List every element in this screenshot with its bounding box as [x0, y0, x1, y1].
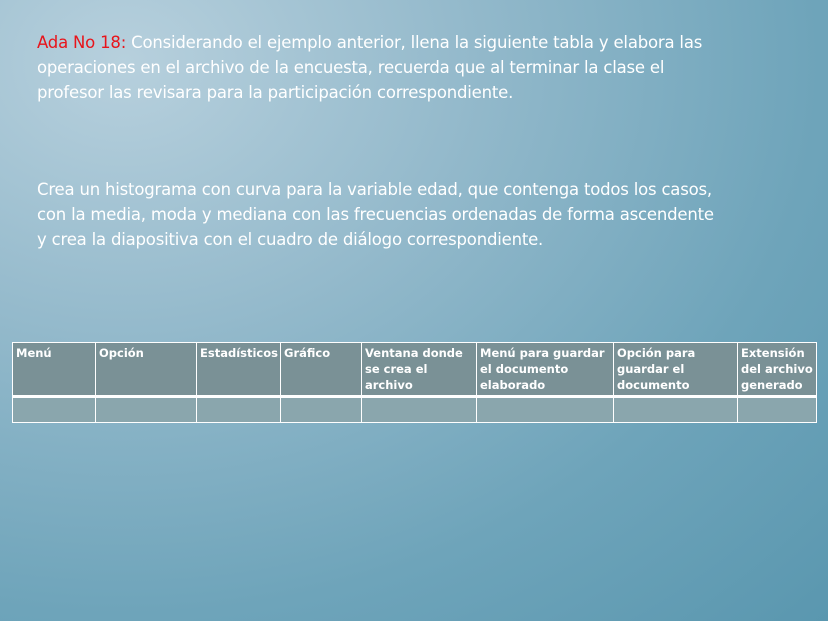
instruction-text: Considerando el ejemplo anterior, llena la siguiente tabla y elabora las operaciones en el archivo de la encuesta, recuerda que al terminar la clase el profesor las revisara para la participación correspondiente. — [37, 33, 703, 102]
header-menu-guardar: Menú para guardar el documento elaborado — [477, 343, 614, 397]
table-cell[interactable] — [738, 397, 817, 423]
table-cell[interactable] — [281, 397, 362, 423]
table-cell[interactable] — [362, 397, 477, 423]
table-cell[interactable] — [13, 397, 96, 423]
answer-table — [12, 342, 817, 423]
header-estadisticos: Estadísticos — [197, 343, 281, 397]
instruction-paragraph — [37, 30, 727, 105]
header-extension: Extensión del archivo generado — [738, 343, 817, 397]
header-ventana: Ventana donde se crea el archivo — [362, 343, 477, 397]
header-menu: Menú — [13, 343, 96, 397]
table-row — [13, 397, 817, 423]
header-opcion-guardar: Opción para guardar el documento — [614, 343, 738, 397]
table-cell[interactable] — [96, 397, 197, 423]
header-grafico: Gráfico — [281, 343, 362, 397]
table-cell[interactable] — [614, 397, 738, 423]
task-text: Crea un histograma con curva para la variable edad, que contenga todos los casos, con la media, moda y mediana con las frecuencias ordenadas de forma ascendente y crea la diapositiva con el cuadro de diálogo correspondiente. — [37, 180, 714, 249]
activity-label: Ada No 18: — [37, 33, 127, 52]
header-opcion: Opción — [96, 343, 197, 397]
task-paragraph — [37, 177, 727, 252]
table-header-row — [13, 343, 817, 397]
table-cell[interactable] — [197, 397, 281, 423]
table-cell[interactable] — [477, 397, 614, 423]
